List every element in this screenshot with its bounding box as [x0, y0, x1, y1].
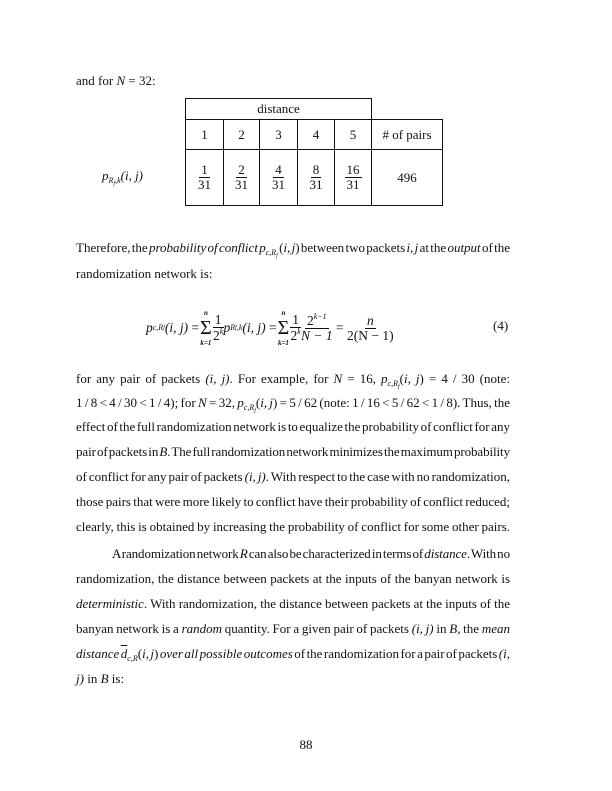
- numerator: 1: [201, 162, 208, 177]
- text-segment: pair of packets in: [76, 444, 160, 459]
- sum-upper: n: [203, 309, 208, 317]
- text-line: [76, 595, 510, 613]
- text-line: [76, 239, 510, 257]
- text-line: [76, 518, 510, 536]
- text-segment: B: [449, 621, 458, 636]
- equals: =: [269, 320, 277, 335]
- text-segment: i, j: [260, 395, 274, 410]
- text-segment: . With randomization, the distance between packets at the inputs of the: [143, 596, 510, 611]
- text-segment: banyan network is a: [76, 621, 182, 636]
- text-segment: . With respect to the case with no randomization,: [265, 469, 511, 484]
- text-segment: random: [181, 621, 223, 636]
- text-segment: A randomization network: [112, 546, 240, 561]
- probability-row: [186, 150, 443, 206]
- row-label: [102, 168, 143, 187]
- text-line: [76, 620, 510, 638]
- text-segment: those pairs that were more likely to conflict have their probability of conflict reduced;: [76, 494, 510, 509]
- text-segment: over all possible outcomes: [159, 646, 293, 661]
- numerator: 4: [275, 162, 282, 177]
- subscript: R: [108, 176, 114, 185]
- text-segment: c,R: [127, 654, 138, 663]
- text-segment: can also be characterized in terms of: [247, 546, 425, 561]
- text-segment: i, j: [406, 240, 419, 255]
- text-segment: is:: [108, 671, 125, 686]
- distance-4: 4: [298, 120, 335, 150]
- text-segment: probability of conflict: [148, 240, 258, 255]
- pairs-header: # of pairs: [372, 120, 443, 150]
- fraction: [345, 163, 362, 192]
- text-segment: deterministic: [76, 596, 144, 611]
- subscript: f: [163, 325, 165, 331]
- symbol: p: [223, 320, 231, 335]
- args: (i, j): [164, 320, 189, 335]
- subscript: R: [230, 323, 236, 332]
- text-segment: (i, j): [244, 469, 266, 484]
- fraction: [272, 163, 285, 192]
- text-segment: Therefore, the: [76, 240, 149, 255]
- sum: [278, 308, 290, 348]
- text-segment: 1 / 8 < 4 / 30 < 1 / 4); for: [76, 395, 199, 410]
- header-row: [186, 120, 443, 150]
- text-segment: effect of the full randomization network is to equalize the probability of conflict for any: [76, 419, 510, 434]
- text-segment: of conflict for any pair of packets: [76, 469, 245, 484]
- denominator: 31: [309, 177, 323, 192]
- text-segment: p: [381, 371, 388, 386]
- text-segment: clearly, this is obtained by increasing the probability of conflict for some other pairs.: [76, 519, 510, 534]
- text-line: [76, 443, 510, 461]
- text-segment: for any pair of packets: [76, 371, 206, 386]
- fraction: [198, 163, 211, 192]
- text-line: [76, 265, 510, 283]
- text-segment: c,R: [265, 248, 277, 257]
- equation-number: (4): [493, 318, 509, 333]
- text-segment: = 32,: [206, 395, 238, 410]
- text-segment: distance: [424, 546, 467, 561]
- symbol: p: [102, 168, 109, 183]
- text-segment: N: [198, 395, 207, 410]
- text-line: [76, 670, 510, 688]
- text-line: [76, 394, 510, 412]
- text-segment: . With no: [466, 546, 510, 561]
- text-segment: N: [333, 371, 343, 386]
- probability-cell: [298, 150, 335, 206]
- text-segment: quantity. For a given pair of packets: [222, 621, 412, 636]
- text-segment: p: [259, 240, 266, 255]
- symbol: p: [146, 320, 153, 335]
- exponent: k−1: [313, 312, 327, 321]
- fraction: [310, 163, 323, 192]
- denominator: [290, 328, 300, 343]
- sum-lower: k=1: [200, 339, 212, 347]
- pairs-value: 496: [372, 150, 443, 206]
- distance-1: 1: [186, 120, 224, 150]
- numerator: [305, 313, 329, 329]
- text-segment: f: [276, 253, 278, 259]
- text-segment: , the: [457, 621, 482, 636]
- text-line: [76, 493, 510, 511]
- args: (i, j): [242, 320, 266, 335]
- text-segment: randomization, the distance between packets at the inputs of the banyan network is: [76, 571, 510, 586]
- intro-line: [76, 72, 510, 90]
- base: 2: [306, 313, 314, 328]
- distance-header: distance: [186, 99, 372, 120]
- text-segment: i, j: [283, 240, 296, 255]
- distance-3: 3: [260, 120, 298, 150]
- text-segment: c,R: [387, 379, 398, 388]
- text-segment: (: [255, 395, 261, 410]
- text-line: [76, 570, 510, 588]
- sum-upper: n: [281, 309, 286, 317]
- probability-cell: [260, 150, 298, 206]
- text-segment: p: [237, 395, 244, 410]
- text-segment: ): [154, 646, 160, 661]
- text-segment: (: [277, 240, 284, 255]
- denominator: 31: [272, 177, 285, 192]
- exponent: k: [219, 327, 224, 336]
- text-segment: c,R: [243, 403, 255, 412]
- fraction: [290, 313, 301, 343]
- probability-cell: [186, 150, 224, 206]
- denominator: 31: [346, 177, 360, 192]
- denominator: [213, 328, 223, 343]
- text-segment: i, j: [403, 371, 420, 386]
- text-line: [76, 545, 510, 563]
- text-segment: (i, j): [205, 371, 230, 386]
- base: 2: [212, 328, 220, 343]
- text-segment: R: [239, 546, 248, 561]
- text-line: [76, 418, 510, 436]
- denominator: 2(N − 1): [347, 327, 394, 343]
- text-segment: . For example, for: [229, 371, 334, 386]
- text-segment: B: [159, 444, 168, 459]
- subscript: ,k: [115, 176, 121, 185]
- text-segment: i, j: [142, 646, 155, 661]
- base: 2: [290, 328, 298, 343]
- exponent: k: [297, 327, 301, 336]
- probability-cell: [335, 150, 372, 206]
- empty-cell: [372, 99, 443, 120]
- text-line: [76, 370, 510, 388]
- equation-4: [146, 306, 394, 350]
- text-line: [76, 468, 510, 486]
- numerator: 2: [238, 162, 245, 177]
- text-segment: (: [137, 646, 143, 661]
- text-segment: of the: [480, 240, 510, 255]
- text-segment: B: [100, 671, 109, 686]
- subscript: ,k: [236, 323, 243, 332]
- fraction: [213, 313, 224, 343]
- equals: =: [191, 320, 200, 335]
- subscript: c,R: [152, 323, 164, 332]
- text-segment: = 16,: [342, 371, 382, 386]
- text-segment: in: [83, 671, 101, 686]
- numerator: 1: [292, 312, 300, 327]
- text-segment: = 32:: [125, 73, 156, 88]
- denominator: 31: [235, 177, 248, 192]
- text-segment: mean: [481, 621, 510, 636]
- text-segment: ) = 4 / 30 (note:: [419, 371, 510, 386]
- numerator: 16: [346, 162, 360, 177]
- text-segment: and for: [76, 73, 117, 88]
- subscript: f: [113, 181, 116, 187]
- args: (i, j): [120, 168, 144, 183]
- text-segment: j): [76, 671, 84, 686]
- numerator: n: [366, 312, 374, 328]
- distance-2: 2: [224, 120, 260, 150]
- text-segment: distance: [76, 646, 121, 661]
- numerator: 8: [312, 162, 320, 177]
- denominator: N − 1: [301, 328, 333, 343]
- text-segment: (i,: [498, 646, 510, 661]
- text-segment: ) = 5 / 62 (note: 1 / 16 < 5 / 62 < 1 / 8). Thus, the: [273, 395, 510, 410]
- distance-5: 5: [335, 120, 372, 150]
- denominator: 31: [198, 177, 211, 192]
- fraction: [301, 313, 333, 343]
- text-segment: (: [399, 371, 404, 386]
- subscript: f: [235, 325, 237, 331]
- text-segment: ) between two packets: [295, 240, 407, 255]
- text-segment: randomization network is:: [76, 266, 213, 281]
- text-segment: (i, j): [411, 621, 434, 636]
- text-segment: at the: [418, 240, 448, 255]
- sigma-icon: Σ: [200, 317, 212, 339]
- equals: =: [336, 320, 344, 335]
- text-segment: in: [433, 621, 450, 636]
- distance-table: [185, 98, 443, 206]
- text-segment: output: [447, 240, 481, 255]
- text-segment: f: [397, 384, 400, 390]
- fraction: [347, 314, 394, 343]
- probability-cell: [224, 150, 260, 206]
- numerator: 1: [214, 312, 222, 327]
- text-segment: $\overline{d}$: [120, 646, 128, 661]
- text-segment: of the randomization for a pair of packets: [292, 646, 499, 661]
- sum-lower: k=1: [277, 339, 289, 347]
- text-segment: N: [116, 73, 126, 88]
- sum: [200, 308, 212, 348]
- text-segment: . The full randomization network minimizes the maximum probability: [167, 444, 510, 459]
- fraction: [235, 163, 248, 192]
- sigma-icon: Σ: [277, 317, 290, 339]
- page-number: 88: [299, 737, 313, 752]
- text-line: [76, 645, 510, 663]
- text-segment: f: [254, 408, 256, 414]
